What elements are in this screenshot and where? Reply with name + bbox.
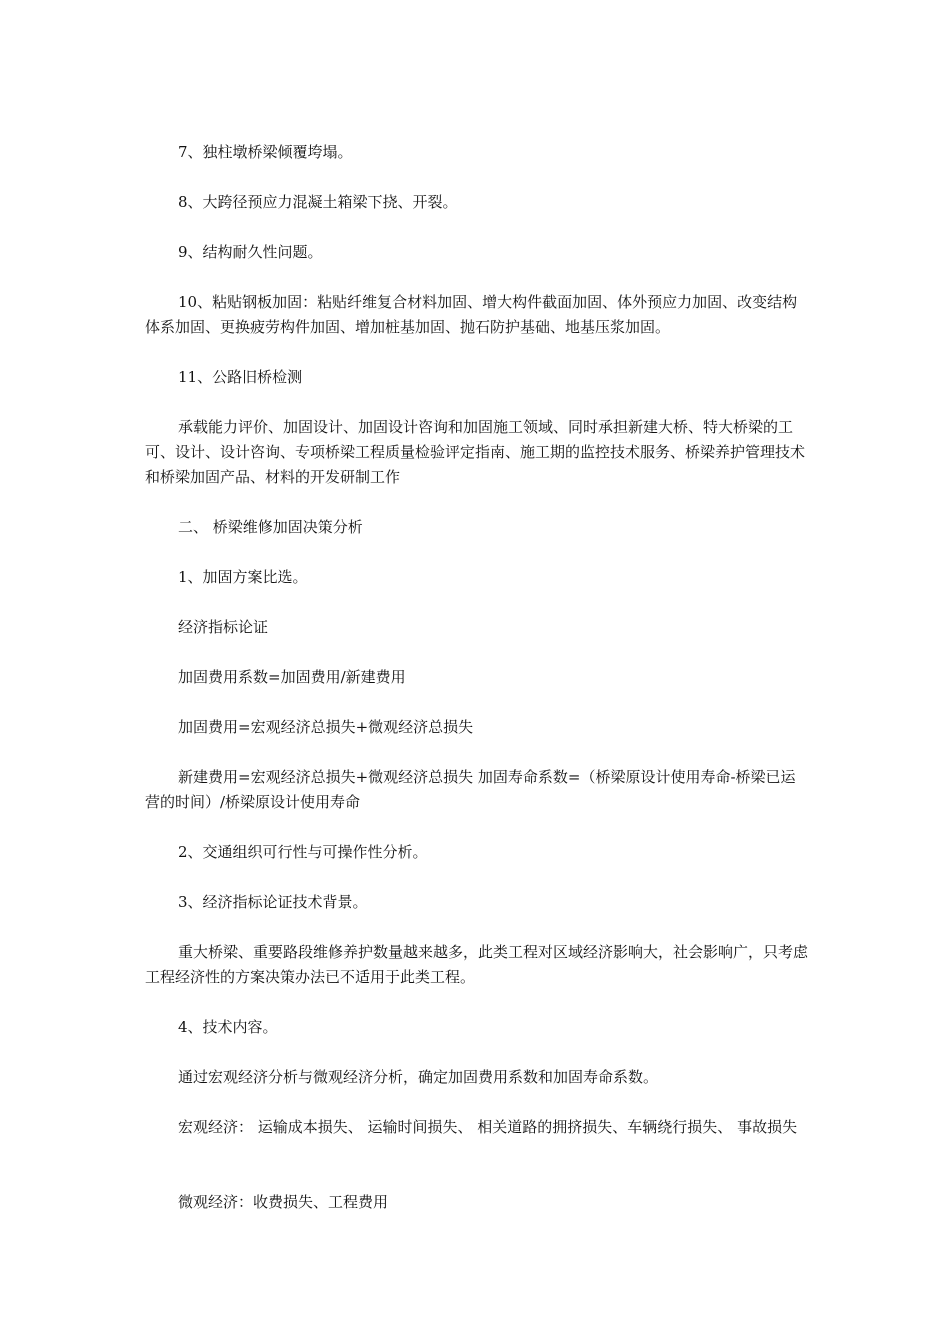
section-heading-2: 二、 桥梁维修加固决策分析 <box>178 518 363 536</box>
paragraph-economic-indicator: 经济指标论证 <box>178 618 269 636</box>
paragraph-item-10: 10、粘贴钢板加固：粘贴纤维复合材料加固、增大构件截面加固、体外预应力加固、改变结构体系加固、更换疲劳构件加固、增加桩基加固、抛石防护基础、地基压浆加固。 <box>145 293 798 336</box>
paragraph-background: 重大桥梁、重要路段维修养护数量越来越多，此类工程对区域经济影响大，社会影响广，只考虑工程经济性的方案决策办法已不适用于此类工程。 <box>145 943 809 986</box>
formula-new-build-cost: 新建费用=宏观经济总损失+微观经济总损失 加固寿命系数=（桥梁原设计使用寿命-桥梁已运营的时间）/桥梁原设计使用寿命 <box>145 768 796 811</box>
paragraph-item-11: 11、公路旧桥检测 <box>178 368 303 386</box>
paragraph-inspection-scope: 承载能力评价、加固设计、加固设计咨询和加固施工领域、同时承担新建大桥、特大桥梁的工可、设计、设计咨询、专项桥梁工程质量检验评定指南、施工期的监控技术服务、桥梁养护管理技术和桥梁加固产品、材料的开发研制工作 <box>145 418 806 486</box>
paragraph-item-3: 3、经济指标论证技术背景。 <box>178 893 368 911</box>
paragraph-item-9: 9、结构耐久性问题。 <box>178 243 323 261</box>
paragraph-item-7: 7、独柱墩桥梁倾覆垮塌。 <box>178 143 353 161</box>
paragraph-item-4: 4、技术内容。 <box>178 1018 278 1036</box>
formula-reinforcement-cost: 加固费用=宏观经济总损失+微观经济总损失 <box>178 718 474 736</box>
paragraph-micro-economy: 微观经济：收费损失、工程费用 <box>178 1193 389 1211</box>
paragraph-item-1: 1、加固方案比选。 <box>178 568 308 586</box>
paragraph-item-8: 8、大跨径预应力混凝土箱梁下挠、开裂。 <box>178 193 458 211</box>
paragraph-macro-economy: 宏观经济： 运输成本损失、 运输时间损失、 相关道路的拥挤损失、车辆绕行损失、 事故损失 <box>178 1118 798 1136</box>
formula-cost-coefficient: 加固费用系数=加固费用/新建费用 <box>178 668 406 686</box>
paragraph-analysis-method: 通过宏观经济分析与微观经济分析，确定加固费用系数和加固寿命系数。 <box>178 1068 659 1086</box>
paragraph-item-2: 2、交通组织可行性与可操作性分析。 <box>178 843 428 861</box>
